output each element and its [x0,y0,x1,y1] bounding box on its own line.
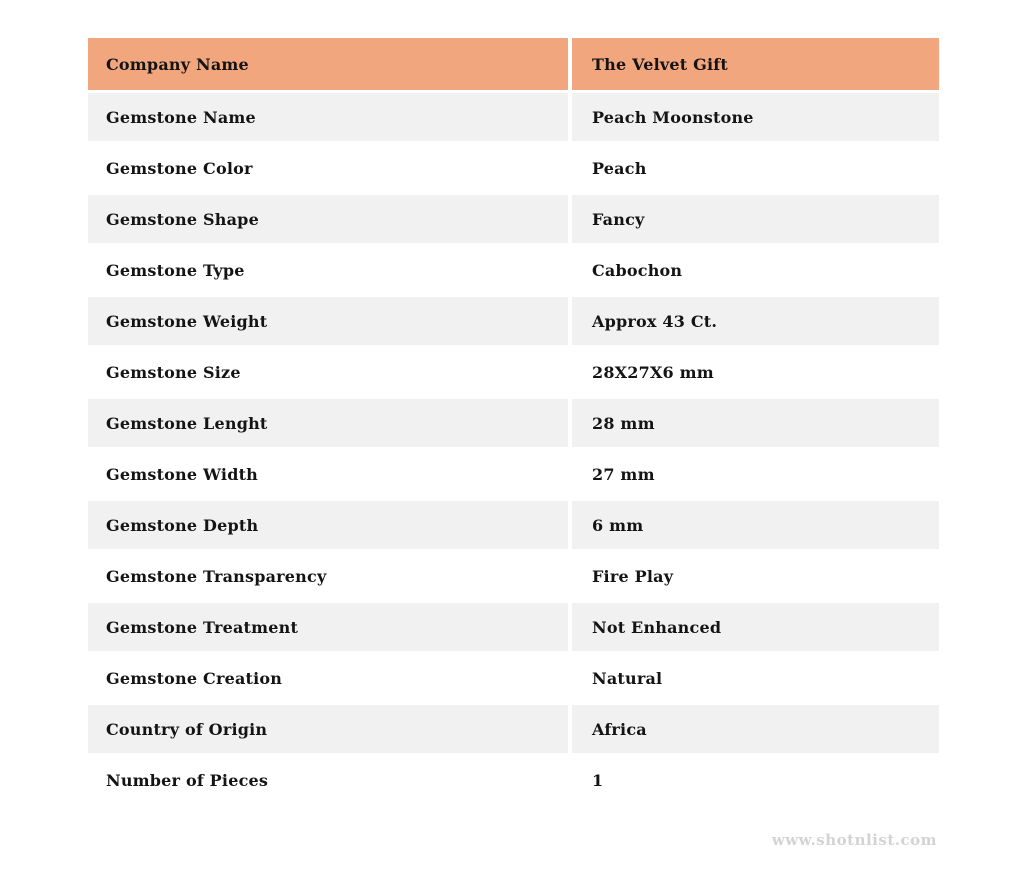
row-label: Gemstone Size [88,348,568,396]
table-row [88,246,939,294]
row-value: 28X27X6 mm [572,348,939,396]
row-label: Gemstone Shape [88,195,568,243]
row-value: Approx 43 Ct. [572,297,939,345]
table-row [88,93,939,141]
table-row [88,654,939,702]
table-header-row [88,38,939,90]
row-value: Fancy [572,195,939,243]
row-label: Gemstone Treatment [88,603,568,651]
row-value: 28 mm [572,399,939,447]
row-label: Gemstone Type [88,246,568,294]
row-value: Cabochon [572,246,939,294]
row-value: 6 mm [572,501,939,549]
table-row [88,195,939,243]
gemstone-spec-table [88,38,939,807]
table-row [88,297,939,345]
row-label: Gemstone Weight [88,297,568,345]
row-label: Country of Origin [88,705,568,753]
header-value: The Velvet Gift [572,38,939,90]
row-label: Gemstone Color [88,144,568,192]
row-label: Number of Pieces [88,756,568,804]
row-label: Gemstone Transparency [88,552,568,600]
table-row [88,348,939,396]
table-row [88,144,939,192]
row-value: Peach [572,144,939,192]
row-label: Gemstone Name [88,93,568,141]
table-row [88,399,939,447]
table-row [88,756,939,804]
table-row [88,552,939,600]
row-value: 1 [572,756,939,804]
table-row [88,705,939,753]
row-label: Gemstone Depth [88,501,568,549]
row-value: Natural [572,654,939,702]
header-label: Company Name [88,38,568,90]
table-row [88,603,939,651]
row-value: Peach Moonstone [572,93,939,141]
table-row [88,450,939,498]
table-row [88,501,939,549]
watermark: www.shotnlist.com [771,831,937,849]
row-value: 27 mm [572,450,939,498]
row-value: Not Enhanced [572,603,939,651]
row-label: Gemstone Lenght [88,399,568,447]
row-value: Fire Play [572,552,939,600]
row-label: Gemstone Width [88,450,568,498]
row-label: Gemstone Creation [88,654,568,702]
row-value: Africa [572,705,939,753]
